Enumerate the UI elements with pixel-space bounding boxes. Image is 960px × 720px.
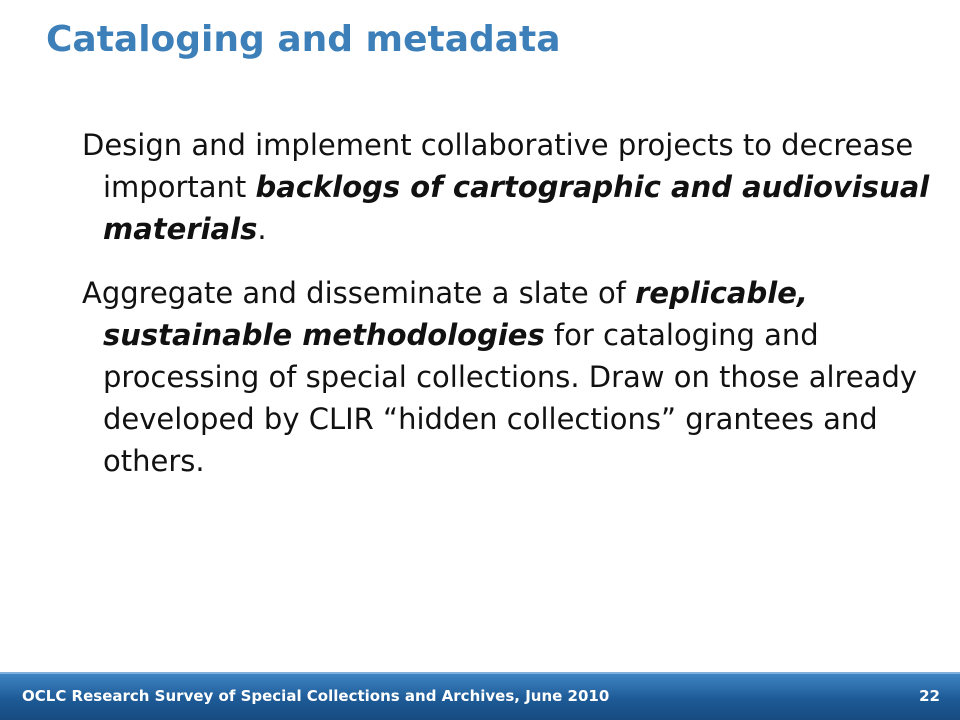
footer-bar: [0, 672, 960, 720]
paragraph-1: [82, 124, 932, 250]
paragraph-1-text-1: Design and implement collaborative projects to decrease important: [82, 128, 914, 204]
paragraph-2-emphasis: replicable, sustainable methodologies: [103, 276, 808, 352]
paragraph-2: [82, 272, 932, 482]
paragraph-2-text-1: Aggregate and disseminate a slate of: [82, 276, 636, 310]
slide-body: [82, 124, 932, 504]
paragraph-2-text-2: for cataloging and processing of special collections. Draw on those already developed by CLIR “hidden collections” grantees and others.: [103, 318, 918, 478]
slide-title: Cataloging and metadata: [46, 19, 561, 60]
footer-text: OCLC Research Survey of Special Collections and Archives, June 2010: [22, 687, 610, 705]
paragraph-1-emphasis: backlogs of cartographic and audiovisual materials: [103, 170, 930, 246]
page-number: 22: [919, 687, 940, 705]
paragraph-1-text-2: .: [257, 212, 267, 246]
